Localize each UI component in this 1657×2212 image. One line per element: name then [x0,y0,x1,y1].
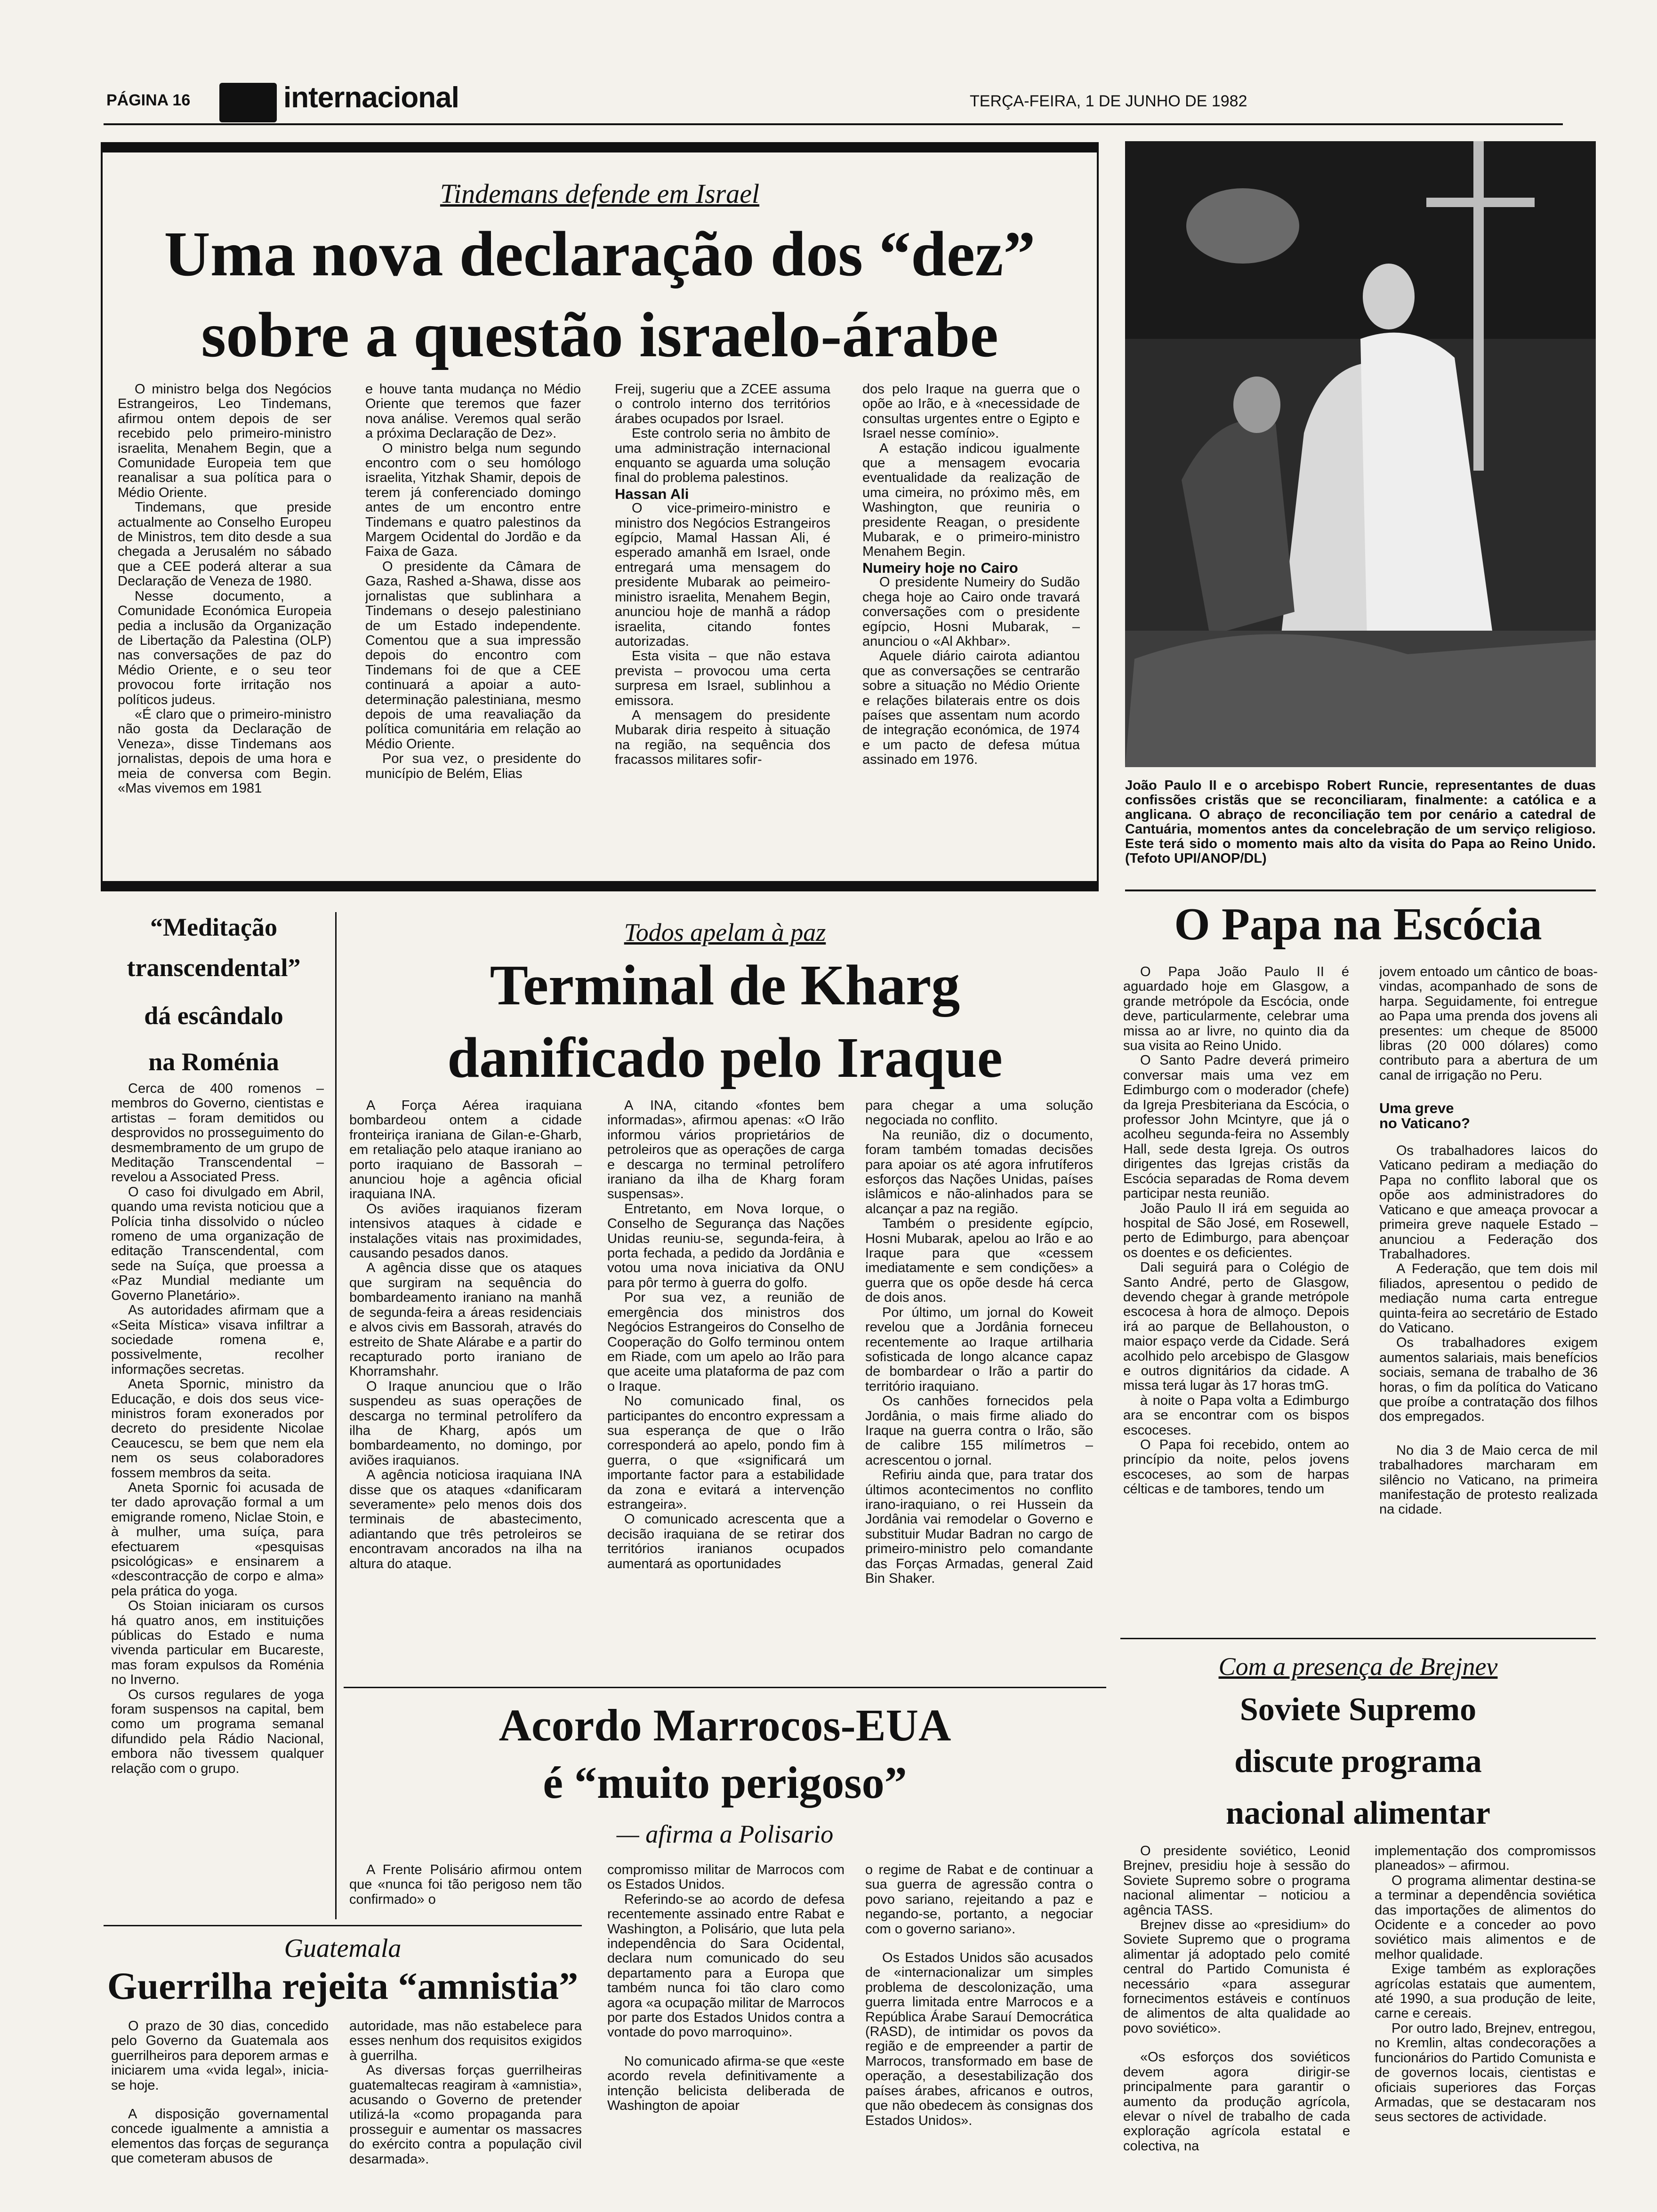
paragraph: para chegar a uma solução negociada no conflito. [865,1098,1093,1128]
paragraph: Na reunião, diz o documento, foram também tomadas decisões para apoiar os até agora infrutíferos esforços das Nações Unidas, países islâmicos e não-alinhados para se alcançar a paz na região. [865,1127,1093,1217]
papa-col-1 [1123,965,1349,1624]
marrocos-col-2 [607,1863,845,2202]
paragraph: implementação dos compromissos planeados» – afirmou. [1375,1844,1596,1874]
tindemans-headline-1: Uma nova declaração dos “dez” [164,219,1036,289]
paragraph: O Papa foi recebido, ontem ao princípio da noite, pelos jovens escoceses, ao som de harpas célticas e de tambores, tendo um [1123,1437,1349,1497]
paragraph: O Iraque anunciou que o Irão suspendeu as suas operações de descarga no terminal petrolífero da ilha de Kharg, após um bombardeamento, no domingo, por aviões iraquianos. [349,1378,582,1468]
paragraph: No comunicado afirma-se que «este acordo revela definitivamente a intenção belicista deliberada de Washington de apoiar [607,2053,845,2114]
pope-runcie-photo [1125,141,1596,767]
paragraph: e houve tanta mudança no Médio Oriente que teremos que fazer nova análise. Veremos qual serão a próxima Declaração de Dez». [365,382,581,441]
paragraph: Os canhões fornecidos pela Jordânia, o mais firme aliado do Iraque na guerra contra o Irão, são de calibre 155 milímetros – acrescentou o jornal. [865,1394,1093,1468]
section-logo-icon [219,83,277,122]
pope-runcie-photo-image [1125,141,1596,767]
paragraph: A Força Aérea iraquiana bombardeou ontem a cidade fronteiriça iraniana de Gilan-e-Gharb, em retaliação pelo ataque iraniano ao porto iraquiano de Bassorah – anunciou hoje a agência oficial iraquiana INA. [349,1098,582,1202]
paragraph: O presidente Numeiry do Sudão chega hoje ao Cairo onde travará conversações com o presidente egípcio, Hosni Mubarak, – anunciou o «Al Akhbar». [862,575,1080,649]
romenia-headline-1: “Meditação [150,913,277,941]
tindemans-kicker: Tindemans defende em Israel [440,178,760,209]
romenia-headline-4: na Roménia [148,1048,279,1076]
page-date: TERÇA-FEIRA, 1 DE JUNHO DE 1982 [970,92,1247,110]
paragraph: As diversas forças guerrilheiras guatemaltecas reagiram à «amnistia», acusando o Governo de pretender utilizá-la «como propaganda para prosseguir e aumentar os massacres do exército contra a população civil desarmada». [349,2063,582,2167]
header-rule [104,123,1563,125]
paragraph: Os trabalhadores exigem aumentos salariais, mais benefícios sociais, semana de trabalho de 36 horas, o fim da política do Vaticano que proíbe a contratação dos filhos dos empregados. [1379,1335,1598,1425]
tindemans-headline-2: sobre a questão israelo-árabe [201,300,998,370]
paragraph: A agência disse que os ataques que surgiram na sequência do bombardeamento iraniano na manhã de segunda-feira a áreas residenciais e alvos civis em Bassorah, através do estreito de Shate Alárabe e a partir do recapturado porto iraniano de Khorramshahr. [349,1260,582,1379]
subheading-greve-vaticano [1379,1101,1598,1130]
paragraph: Este controlo seria no âmbito de uma administração internacional enquanto se aguarda uma solução final do problema palestinos. [615,426,830,486]
tindemans-col-4 [862,382,1080,875]
marrocos-headline-1: Acordo Marrocos-EUA [499,1700,951,1750]
paragraph: Os aviões iraquianos fizeram intensivos ataques à cidade e instalações vitais nas proximidades, causando pesados danos. [349,1201,582,1261]
kharg-kicker: Todos apelam à paz [624,918,826,946]
guatemala-kicker: Guatemala [284,1934,402,1963]
brejnev-kicker: Com a presença de Brejnev [1218,1652,1498,1681]
paragraph: O Papa João Paulo II é aguardado hoje em Glasgow, a grande metrópole da Escócia, onde deve, particularmente, celebrar uma missa ao ar livre, no quinto dia da sua visita ao Reino Unido. [1123,965,1349,1054]
paragraph: Brejnev disse ao «presidium» do Soviete Supremo que o programa alimentar já adoptado pelo comité central do Partido Comunista é necessário «para assegurar fornecimentos estáveis e contínuos de alimentos de alta qualidade ao povo soviético». [1123,1917,1350,2036]
page-number: PÁGINA 16 [106,91,191,109]
romenia-body [111,1082,324,1900]
photo-caption: João Paulo II e o arcebispo Robert Runcie, representantes de duas confissões cristãs que se reconciliaram, finalmente: a católica e a anglicana. O abraço de reconciliação tem por cenário a catedral de Cantuária, momentos antes da concelebração de um serviço religioso. Este terá sido o momento mais alto da visita do Papa ao Reino Unido. (Tefoto UPI/ANOP/DL) [1125,778,1596,866]
paragraph: No comunicado final, os participantes do encontro expressam a sua esperança de que o Irão corresponderá ao apelo, pondo fim à guerra, o que «significará um importante factor para a estabilidade da zona e evitará a intervenção estrangeira». [607,1394,845,1512]
brejnev-headline-3: nacional alimentar [1226,1795,1490,1831]
paragraph: O ministro belga dos Negócios Estrangeiros, Leo Tindemans, afirmou ontem depois de ser recebido pelo primeiro-ministro israelita, Menahem Begin, que a Comunidade Europeia tem que reanalisar a sua política para o Médio Oriente. [118,382,331,500]
paragraph: Refiriu ainda que, para tratar dos últimos acontecimentos no conflito irano-iraquiano, o rei Hussein da Jordânia vai remodelar o Governo e substituir Mudar Badran no cargo de primeiro-ministro pelo comandante das Forças Armadas, general Zaid Bin Shaker. [865,1467,1093,1586]
subheading-numeiry: Numeiry hoje no Cairo [862,559,1018,576]
paragraph: Referindo-se ao acordo de defesa recentemente assinado entre Rabat e Washington, a Polisário, que luta pela independência do Sara Ocidental, declara num comunicado do seu departamento para a Europa que também nunca foi tão claro como agora «a ocupação militar de Marrocos por parte dos Estados Unidos contra a vontade do povo marroquino». [607,1891,845,2040]
romenia-headline-2: transcendental” [127,954,301,982]
papa-col-2 [1379,965,1598,1624]
brejnev-headline-1: Soviete Supremo [1239,1691,1477,1728]
paragraph: Esta visita – que não estava prevista – provocou uma certa surpresa em Israel, sublinhou a emissora. [615,649,830,708]
subheading-line: no Vaticano? [1379,1114,1470,1131]
tindemans-col-3 [615,382,830,875]
romenia-headline-3: dá escândalo [144,1002,283,1030]
paragraph: Dali seguirá para o Colégio de Santo André, perto de Glasgow, devendo chegar à grande metrópole escocesa à hora de almoço. Depois irá ao parque de Bellahouston, o maior espaço verde da Cidade. Será acolhido pelo arcebispo de Glasgow e outros dignitários da cidade. A missa terá lugar às 17 horas tmG. [1123,1260,1349,1394]
paragraph: Cerca de 400 romenos – membros do Governo, cientistas e artistas – foram demitidos ou desprovidos no prosseguimento do desmembramento de um grupo de Meditação Transcendental – revelou a Associated Press. [111,1082,324,1185]
paragraph: «É claro que o primeiro-ministro não gosta da Declaração de Veneza», disse Tindemans aos jornalistas, depois de uma hora e meia de conversa com Begin. «Mas vivemos em 1981 [118,706,331,796]
kharg-divider [344,1687,1106,1688]
paragraph: Os trabalhadores laicos do Vaticano pediram a mediação do Papa no conflito laboral que os opõe aos administradores do Vaticano e que ameaça provocar a primeira greve naquele Estado – anunciou a Federação dos Trabalhadores. [1379,1143,1598,1262]
paragraph: Por sua vez, a reunião de emergência dos ministros dos Negócios Estrangeiros do Conselho de Cooperação do Golfo terminou ontem em Riade, com um apelo ao Irão para que aceite uma plataforma de paz com o Iraque. [607,1290,845,1394]
paragraph: dos pelo Iraque na guerra que o opõe ao Irão, e à «necessidade de consultas urgentes entre o Egipto e Israel nesse comínio». [862,382,1080,441]
paragraph: jovem entoado um cântico de boas-vindas, acompanhado de sons de harpa. Seguidamente, foi entregue ao Papa uma prenda dos jovens ali presentes: um cheque de 85000 libras (20 000 dólares) como contributo para a abertura de um canal de irrigação no Peru. [1379,965,1598,1083]
paragraph: Por outro lado, Brejnev, entregou, no Kremlin, altas condecorações a funcionários do Partido Comunista e de governos locais, cientistas e oficiais superiores das Forças Armadas, que se destacaram nos seus sectores de actividade. [1375,2020,1596,2125]
paragraph: o regime de Rabat e de continuar a sua guerra de agressão contra o povo sariano, rejeitando a paz e negando-se, portanto, a negociar com o governo sariano». [865,1863,1093,1937]
paragraph: O comunicado acrescenta que a decisão iraquiana de se retirar dos territórios iranianos ocupados aumentará as oportunidades [607,1512,845,1571]
paragraph: Por último, um jornal do Koweit revelou que a Jordânia forneceu recentemente ao Iraque artilharia sofisticada de longo alcance capaz de bombardear o Irão a partir do território iraquiano. [865,1305,1093,1394]
kharg-headline-1: Terminal de Kharg [490,954,960,1017]
kharg-col-1 [349,1098,582,1682]
romenia-divider [335,912,337,1919]
subheading-hassan-ali: Hassan Ali [615,485,689,502]
guatemala-headline: Guerrilha rejeita “amnistia” [107,1964,579,2007]
tindemans-col-1 [118,382,331,875]
paragraph: O prazo de 30 dias, concedido pelo Governo da Guatemala aos guerrilheiros para deporem armas e iniciarem uma «vida legal», inicia-se hoje. [111,2019,329,2093]
paragraph: Os Stoian iniciaram os cursos há quatro anos, em instituições públicas do Estado e numa vivenda particular em Bucareste, mas foram expulsos da Roménia no Inverno. [111,1598,324,1688]
kharg-col-2 [607,1098,845,1682]
marrocos-headline-2: é “muito perigoso” [543,1757,907,1808]
paragraph: A agência noticiosa iraquiana INA disse que os ataques «danificaram severamente» pelo menos dois dos terminais de abastecimento, adiantando que três petroleiros se encontravam ancorados na ilha na altura do ataque. [349,1467,582,1571]
papa-headline: O Papa na Escócia [1174,899,1542,950]
paragraph: compromisso militar de Marrocos com os Estados Unidos. [607,1863,845,1892]
paragraph: A disposição governamental concede igualmente a amnistia a elementos das forças de segurança que cometeram abusos de [111,2107,329,2166]
subheading-line: Uma greve [1379,1100,1454,1117]
paragraph: «Os esforços dos soviéticos devem agora dirigir-se principalmente para garantir o aumento da produção agrícola, elevar o nível de trabalho de cada exploração agrícola estatal e colectiva, na [1123,2050,1350,2154]
paragraph: Os Estados Unidos são acusados de «internacionalizar um simples problema de descolonização, uma guerra limitada entre Marrocos e a República Árabe Sarauí Democrática (RASD), de intimidar os povos da região e de empreender a partir de Marrocos, transformado em base de operação, a desestabilização dos países árabes, africanos e outros, que não obedecem às consignas dos Estados Unidos». [865,1950,1093,2128]
paragraph: João Paulo II irá em seguida ao hospital de São José, em Rosewell, perto de Edimburgo, para abençoar os doentes e os deficientes. [1123,1201,1349,1260]
paragraph: A mensagem do presidente Mubarak diria respeito à situação na região, na sequência dos fracassos militares sofir- [615,707,830,768]
photo-caption-rule [1125,890,1596,891]
paragraph: Aquele diário cairota adiantou que as conversações se centrarão sobre a situação no Médio Oriente e relações bilaterais entre os dois países que assentam num acordo de integração económica, de 1974 e um pacto de defesa mútua assinado em 1976. [862,649,1080,768]
paragraph: Os cursos regulares de yoga foram suspensos na capital, bem como um programa semanal difundido pela Rádio Nacional, embora não tivessem qualquer relação com o grupo. [111,1687,324,1776]
paragraph: O vice-primeiro-ministro e ministro dos Negócios Estrangeiros egípcio, Mamal Hassan Ali, é esperado amanhã em Israel, onde entregará uma mensagem do presidente Mubarak ao peimeiro-ministro israelita, Menahem Begin, anunciou hoje de manhã a rádop israelita, citando fontes autorizadas. [615,501,830,649]
paragraph: As autoridades afirmam que a «Seita Mística» visava infiltrar a sociedade romena e, possivelmente, recolher informações secretas. [111,1303,324,1377]
guatemala-col-1 [111,2019,329,2207]
paragraph: O programa alimentar destina-se a terminar a dependência soviética das importações de alimentos do Ocidente e a conceder ao povo soviético mais alimentos e de melhor qualidade. [1375,1873,1596,1962]
marrocos-col-3 [865,1863,1093,2202]
paragraph: A estação indicou igualmente que a mensagem evocaria eventualidade da realização de uma cimeira, no próximo mês, em Washington, que reuniria o presidente Reagan, o presidente Mubarak, e o primeiro-ministro Menahem Begin. [862,441,1080,560]
papa-divider [1120,1638,1596,1639]
paragraph: Também o presidente egípcio, Hosni Mubarak, apelou ao Irão e ao Iraque para que «cessem imediatamente e sem condições» a guerra que os opõe desde há cerca de dois anos. [865,1216,1093,1306]
paragraph: Tindemans, que preside actualmente ao Conselho Europeu de Ministros, tem dito desde a sua chegada a Jerusalém no sábado que a CEE poderá alterar a sua Declaração de Veneza de 1980. [118,500,331,589]
paragraph: No dia 3 de Maio cerca de mil trabalhadores marcharam em silêncio no Vaticano, na primeira manifestação de protesto realizada na cidade. [1379,1443,1598,1517]
paragraph: O Santo Padre deverá primeiro conversar mais uma vez em Edimburgo com o moderador (chefe) da Igreja Presbiteriana da Escócia, o professor John Mcintyre, que já o acolheu segunda-feira no Assembly Hall, sede desta Igreja. Os outros dirigentes das Igrejas cristãs da Escócia separadas de Roma devem participar nesta reunião. [1123,1053,1349,1202]
guatemala-col-2 [349,2019,582,2207]
brejnev-headline-2: discute programa [1234,1743,1482,1779]
kharg-col-3 [865,1098,1093,1682]
paragraph: à noite o Papa volta a Edimburgo ara se encontrar com os bispos escoceses. [1123,1393,1349,1438]
guatemala-top-rule [104,1925,582,1926]
marrocos-subhead: — afirma a Polisario [616,1820,834,1848]
paragraph: O presidente soviético, Leonid Brejnev, presidiu hoje à sessão do Soviete Supremo sobre o programa nacional alimentar – noticiou a agência TASS. [1123,1844,1350,1918]
paragraph: A Frente Polisário afirmou ontem que «nunca foi tão perigoso nem tão confirmado» o [349,1863,582,1907]
paragraph: Aneta Spornic, ministro da Educação, e dois dos seus vice-ministros foram exonerados por decreto do presidente Nicolae Ceaucescu, se bem que nem ela nem os seus colaboradores fossem membros da seita. [111,1377,324,1481]
paragraph: O caso foi divulgado em Abril, quando uma revista noticiou que a Polícia tinha dissolvido o núcleo romeno de uma organização de editação Transcendental, com sede na Suíça, que proessa a «Paz Mundial mediante um Governo Planetário». [111,1184,324,1303]
paragraph: O ministro belga num segundo encontro com o seu homólogo israelita, Yitzhak Shamir, depois de terem já conferenciado domingo antes de um encontro entre Tindemans e quatro palestinos da Margem Ocidental do Jordão e da Faixa de Gaza. [365,441,581,560]
brejnev-col-1 [1123,1844,1350,2206]
paragraph: Aneta Spornic foi acusada de ter dado aprovação formal a um emigrande romeno, Niclae Stoin, e à mulher, uma suíça, para efectuarem «pesquisas psicológicas» e ensinarem a «descontracção de corpo e alma» pela prática do yoga. [111,1480,324,1599]
marrocos-col-1 [349,1863,582,1933]
paragraph: Por sua vez, o presidente do município de Belém, Elias [365,751,581,781]
brejnev-col-2 [1375,1844,1596,2206]
tindemans-col-2 [365,382,581,875]
paragraph: Exige também as explorações agrícolas estatais que aumentem, até 1990, a sua produção de leite, carne e cereais. [1375,1962,1596,2021]
kharg-headline-2: danificado pelo Iraque [447,1026,1003,1090]
paragraph: Freij, sugeriu que a ZCEE assuma o controlo interno dos territórios árabes ocupados por Israel. [615,382,830,426]
paragraph: autoridade, mas não estabelece para esses nenhum dos requisitos exigidos à guerrilha. [349,2019,582,2063]
paragraph: A INA, citando «fontes bem informadas», afirmou apenas: «O Irão informou vários proprietários de petroleiros que as operações de carga e descarga no terminal petrolífero iraniano da ilha de Kharg foram suspensas». [607,1098,845,1202]
paragraph: A Federação, que tem dois mil filiados, apresentou o pedido de mediação numa carta entregue quinta-feira ao secretário de Estado do Vaticano. [1379,1261,1598,1336]
paragraph: O presidente da Câmara de Gaza, Rashed a-Shawa, disse aos jornalistas que sublinhara a Tindemans o desejo palestiniano de um Estado independente. Comentou que a sua impressão depois do encontro com Tindemans foi de que a CEE continuará a apoiar a auto-determinação palestiniana, mesmo depois de uma reavaliação da política comunitária em relação ao Médio Oriente. [365,559,581,752]
section-title: internacional [283,81,459,114]
paragraph: Entretanto, em Nova Iorque, o Conselho de Segurança das Nações Unidas reuniu-se, segunda-feira, à porta fechada, a pedido da Jordânia e votou uma nova iniciativa da ONU para pôr termo à guerra do golfo. [607,1201,845,1290]
paragraph: Nesse documento, a Comunidade Económica Europeia pedia a inclusão da Organização de Libertação da Palestina (OLP) nas conversações de paz do Médio Oriente, e o seu teor provocou forte irritação nos políticos judeus. [118,588,331,707]
